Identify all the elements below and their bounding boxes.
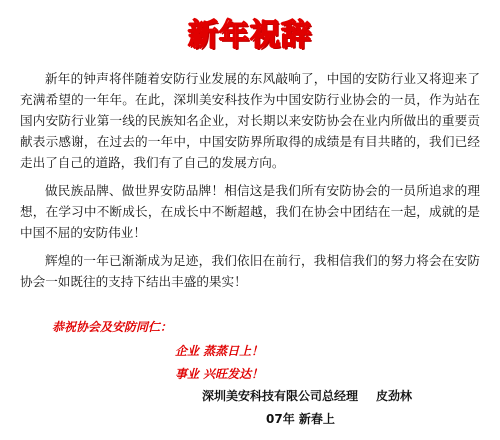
paragraph-3: 辉煌的一年已渐渐成为足迹，我们依旧在前行，我相信我们的努力将会在安防协会一如既往的支持下结出丰盛的果实！: [20, 253, 480, 289]
date-line: 07年 新春上: [266, 412, 335, 426]
signature-name: 皮劲林: [376, 389, 413, 403]
signature-line: [202, 387, 412, 404]
paragraph-1: 新年的钟声将伴随着安防行业发展的东风敲响了，中国的安防行业又将迎来了充满希望的一年年。在此，深圳美安科技作为中国安防行业协会的一员，作为站在国内安防行业第一线的民族知名企业，对长期以来安防协会在业内所做出的重要贡献表示感谢，在过去的一年中，中国安防界所取得的成绩是有目共睹的，我们已经走出了自己的道路，我们有了自己的发展方向。: [20, 71, 480, 170]
letter-title: 新年祝辞: [188, 18, 312, 53]
wish-line-career: 事业 兴旺发达！: [175, 367, 264, 381]
paragraph-2: 做民族品牌、做世界安防品牌！相信这是我们所有安防协会的一员所追求的理想，在学习中不断成长，在成长中不断超越，我们在协会中团结在一起，成就的是中国不屈的安防伟业！: [20, 183, 480, 240]
greeting-line: 恭祝协会及安防同仁：: [52, 320, 173, 334]
signature-title: 深圳美安科技有限公司总经理: [202, 389, 359, 403]
wish-line-enterprise: 企业 蒸蒸日上！: [175, 344, 264, 358]
